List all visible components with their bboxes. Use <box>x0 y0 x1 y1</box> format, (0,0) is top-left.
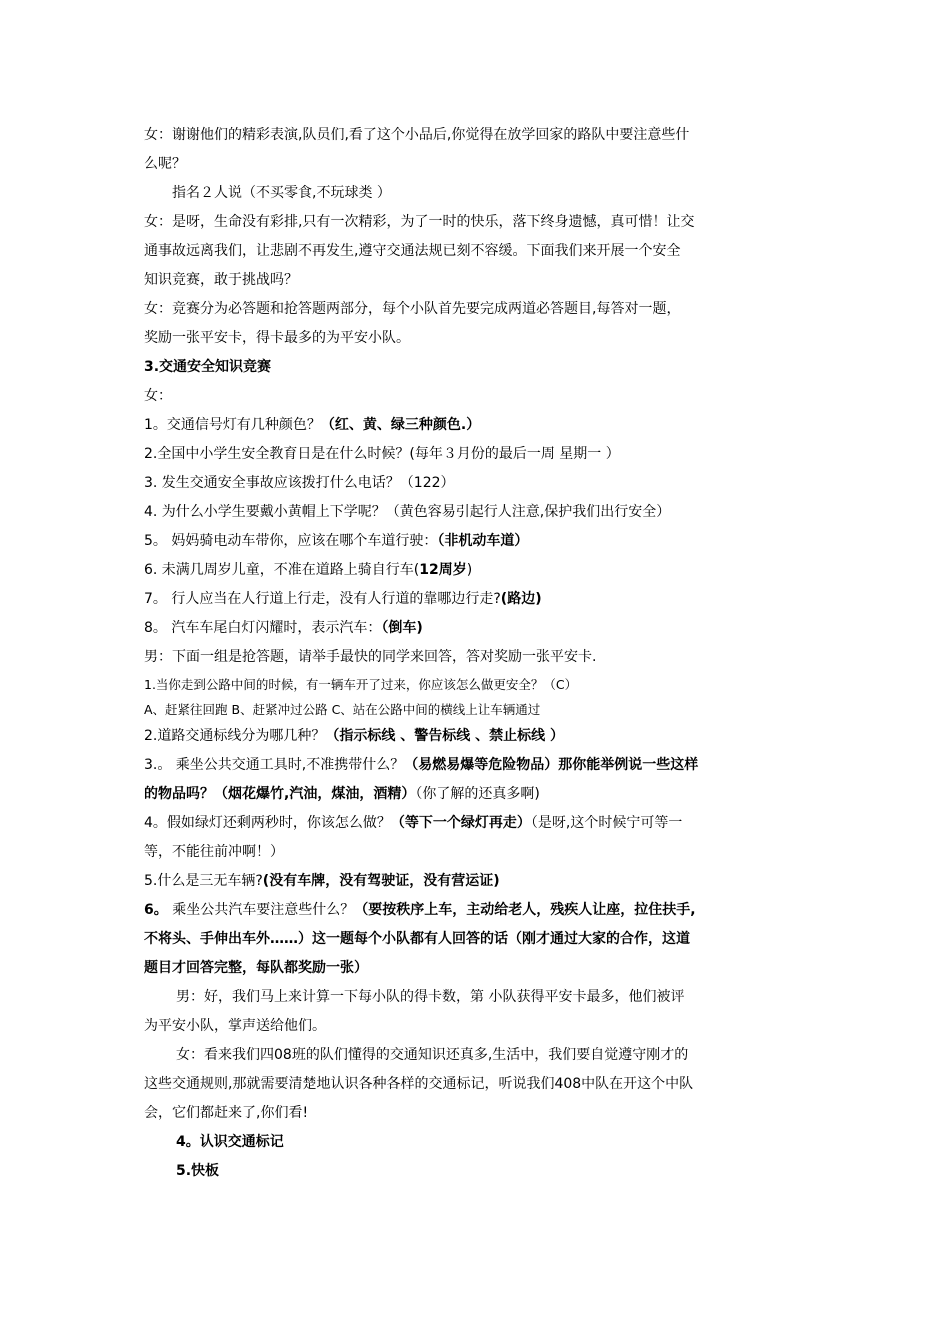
quiz-question <box>144 780 824 809</box>
paragraph-line: 知识竞赛，敢于挑战吗？ <box>144 272 298 288</box>
quiz-question <box>144 614 824 643</box>
quiz-question <box>144 751 824 780</box>
paragraph-line: 这些交通规则,那就需要清楚地认识各种各样的交通标记，听说我们408中队在开这个中队 <box>144 1076 694 1092</box>
paragraph-line: 等，不能往前冲啊！） <box>144 844 284 860</box>
paragraph-line: 么呢？ <box>144 156 186 172</box>
quiz-question: 3. 发生交通安全事故应该拨打什么电话？（122） <box>144 475 455 491</box>
section-heading: 5.快板 <box>176 1163 220 1179</box>
question-text: 5.什么是三无车辆? <box>144 873 263 889</box>
paragraph-line: 女： <box>144 388 172 404</box>
quiz-question <box>144 556 824 585</box>
question-text: 5。 妈妈骑电动车带你，应该在哪个车道行驶： <box>144 533 438 549</box>
quiz-question <box>144 527 824 556</box>
paragraph-line: 指名２人说（不买零食,不玩球类 ） <box>172 185 391 201</box>
question-text: （是呀,这个时候宁可等一 <box>530 815 683 831</box>
quiz-question: 2.全国中小学生安全教育日是在什么时候？(每年３月份的最后一周 星期一 ） <box>144 446 620 462</box>
question-text: 7。 行人应当在人行道上行走，没有人行道的靠哪边行走? <box>144 591 501 607</box>
paragraph-line: 奖励一张平安卡，得卡最多的为平安小队。 <box>144 330 410 346</box>
question-number: 6。 <box>144 902 168 918</box>
question-text: 6. 未满几周岁儿童，不准在道路上骑自行车( <box>144 562 420 578</box>
question-text: （你了解的还真多啊) <box>415 786 540 802</box>
question-text: 4。假如绿灯还剩两秒时，你该怎么做？ <box>144 815 391 831</box>
paragraph-line: 女：看来我们四08班的队们懂得的交通知识还真多,生活中，我们要自觉遵守刚才的 <box>176 1047 689 1063</box>
question-text: 3.。 乘坐公共交通工具时,不准携带什么？ <box>144 757 405 773</box>
question-text: 2.道路交通标线分为哪几种？ <box>144 728 326 744</box>
answer-text: （非机动车道） <box>437 533 529 549</box>
paragraph-line: 为平安小队，掌声送给他们。 <box>144 1018 326 1034</box>
section-heading: 3.交通安全知识竞赛 <box>144 359 272 375</box>
quiz-question: 4. 为什么小学生要戴小黄帽上下学呢？（黄色容易引起行人注意,保护我们出行安全） <box>144 504 671 520</box>
quiz-question <box>144 411 824 440</box>
quiz-question <box>144 896 824 925</box>
section-heading: 4。认识交通标记 <box>176 1134 284 1150</box>
answer-text: 的物品吗？（烟花爆竹,汽油，煤油，酒精） <box>144 786 416 802</box>
answer-text: （红、黄、绿三种颜色.） <box>320 417 481 433</box>
paragraph-line: 女：谢谢他们的精彩表演,队员们,看了这个小品后,你觉得在放学回家的路队中要注意些什 <box>144 127 690 143</box>
answer-text: 题目才回答完整，每队都奖励一张） <box>144 960 368 976</box>
answer-text: （要按秩序上车，主动给老人，残疾人让座，拉住扶手, <box>354 902 696 918</box>
quiz-question: 1.当你走到公路中间的时候，有一辆车开了过来，你应该怎么做更安全？（C） <box>144 677 578 692</box>
answer-text: （指示标线 、警告标线 、禁止标线 ） <box>325 728 564 744</box>
question-text: 1。交通信号灯有几种颜色？ <box>144 417 321 433</box>
paragraph-line: 男：好，我们马上来计算一下每小队的得卡数，第 小队获得平安卡最多，他们被评 <box>176 989 685 1005</box>
question-text: 乘坐公共汽车要注意些什么？ <box>167 902 355 918</box>
paragraph-line: 女：是呀，生命没有彩排,只有一次精彩，为了一时的快乐，落下终身遗憾，真可惜！让交 <box>144 214 695 230</box>
answer-text: （倒车) <box>381 620 423 636</box>
answer-text: (路边) <box>500 591 542 607</box>
paragraph-line: 会，它们都赶来了,你们看! <box>144 1105 309 1121</box>
answer-text: （易燃易爆等危险物品）那你能举例说一些这样 <box>404 757 699 773</box>
quiz-question <box>144 585 824 614</box>
answer-text: 不将头、手伸出车外……）这一题每个小队都有人回答的话（刚才通过大家的合作，这道 <box>144 931 690 947</box>
paragraph-line: 女：竞赛分为必答题和抢答题两部分，每个小队首先要完成两道必答题目,每答对一题， <box>144 301 681 317</box>
quiz-question <box>144 722 824 751</box>
paragraph-line: 通事故远离我们，让悲剧不再发生,遵守交通法规已刻不容缓。下面我们来开展一个安全 <box>144 243 681 259</box>
quiz-question <box>144 867 824 896</box>
answer-text: （等下一个绿灯再走） <box>390 815 531 831</box>
question-text: ) <box>466 562 473 578</box>
question-text: 8。 汽车车尾白灯闪耀时，表示汽车： <box>144 620 382 636</box>
paragraph-line: 男：下面一组是抢答题，请举手最快的同学来回答，答对奖励一张平安卡. <box>144 649 597 665</box>
quiz-question <box>144 809 824 838</box>
quiz-options: A、赶紧往回跑 B、赶紧冲过公路 C、站在公路中间的横线上让车辆通过 <box>144 702 541 717</box>
document-page <box>144 121 824 1186</box>
answer-text: (没有车牌，没有驾驶证，没有营运证) <box>262 873 500 889</box>
answer-text: 12周岁 <box>419 562 467 578</box>
